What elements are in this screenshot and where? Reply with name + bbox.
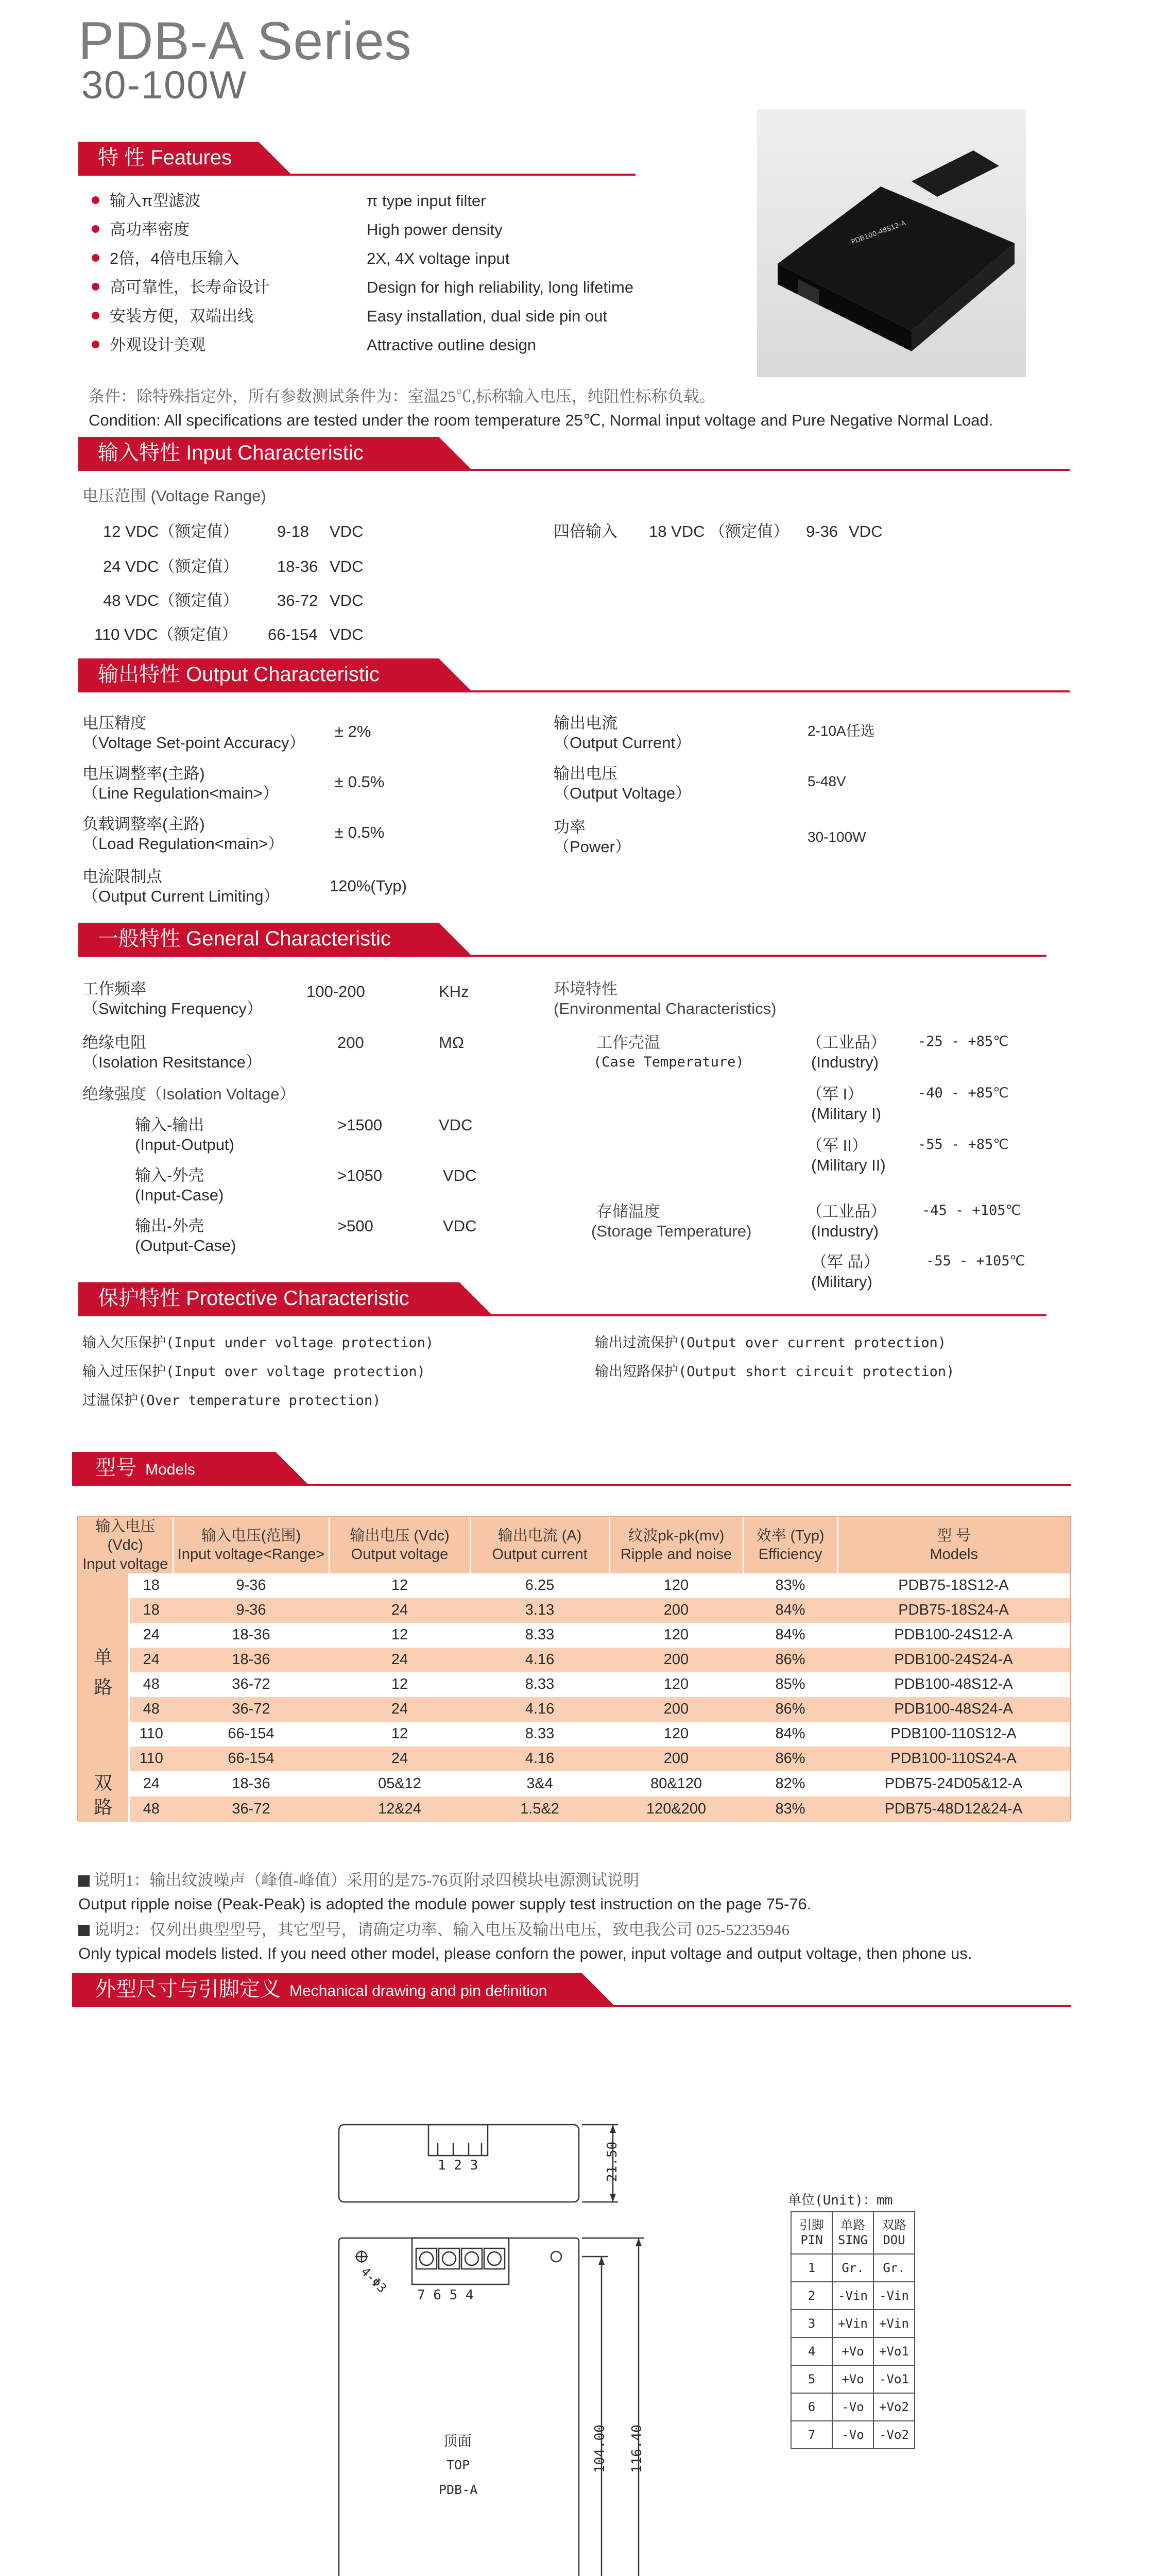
page-subtitle: 30-100W — [81, 63, 248, 107]
isolation-v-unit: VDC — [439, 1116, 473, 1134]
storage-temp-en: (Storage Temperature) — [591, 1222, 752, 1240]
protective-item: 输出短路保护(Output short circuit protection) — [595, 1364, 955, 1380]
note1-en: Output ripple noise (Peak-Peak) is adopted the module power supply test instruction on the page 75-76. — [78, 1895, 812, 1913]
top-face-label: TOP — [447, 2458, 470, 2472]
hole-label: 4-Φ3 — [358, 2264, 389, 2296]
dim-104-label: 104.00 — [592, 2425, 608, 2473]
table-row: 48 36-72 12&24 1.5&2 120&200 83% PDB75-48D12&24-A — [78, 1797, 1070, 1822]
voltage-range-label: 电压范围 (Voltage Range) — [82, 487, 266, 505]
unit-label: 单位(Unit)：mm — [788, 2193, 893, 2208]
protective-item: 输出过流保护(Output over current protection) — [595, 1335, 947, 1351]
table-row: 18 9-36 24 3.13 200 84% PDB75-18S24-A — [78, 1598, 1070, 1623]
spec-value: 5-48V — [808, 773, 846, 789]
spec-cn: 功率 — [554, 818, 586, 836]
module-marking: PDB100-48S12-A — [850, 219, 907, 246]
features-heading: 特 性 Features — [78, 142, 259, 174]
feature-en: π type input filter — [367, 192, 486, 210]
feature-en: High power density — [367, 221, 503, 239]
feature-en: Easy installation, dual side pin out — [367, 307, 608, 325]
input-nominal: 24 VDC（额定值） — [103, 557, 239, 575]
pin-row: 6 -Vo +Vo2 — [791, 2393, 915, 2421]
top-face-cn: 顶面 — [443, 2433, 472, 2449]
isolation-v-en: (Output-Case) — [135, 1236, 236, 1255]
condition-cn: 条件：除特殊指定外，所有参数测试条件为：室温25℃,标称输入电压，纯阻性标称负载。 — [89, 387, 715, 405]
pin-row: 2 -Vin -Vin — [791, 2282, 915, 2310]
case-temp-en: (Case Temperature) — [593, 1054, 744, 1070]
group-dual: 双路 — [78, 1771, 129, 1822]
env-cn: 环境特性 — [554, 980, 617, 998]
case-row-cn: （军 II） — [806, 1137, 868, 1155]
input-heading: 输入特性 Input Characteristic — [78, 437, 439, 469]
isolation-v-unit: VDC — [443, 1166, 477, 1184]
input-range: 36-72 — [277, 591, 318, 609]
isolation-v-unit: VDC — [443, 1217, 477, 1235]
input-range: 66-154 — [268, 625, 318, 643]
env-en: (Environmental Characteristics) — [554, 999, 777, 1018]
spec-value: 120%(Typ) — [330, 877, 407, 895]
table-row: 24 18-36 12 8.33 120 84% PDB100-24S12-A — [78, 1623, 1070, 1648]
protective-item: 输入过压保护(Input over voltage protection) — [82, 1364, 425, 1380]
pin-row: 7 -Vo -Vo2 — [791, 2421, 915, 2449]
feature-en: 2X, 4X voltage input — [367, 249, 510, 267]
storage-temp-cn: 存储温度 — [596, 1202, 660, 1221]
case-temp-cn: 工作壳温 — [596, 1033, 660, 1052]
col-efficiency: 效率 (Typ) Efficiency — [743, 1517, 837, 1573]
storage-row-value: -55 - +105℃ — [926, 1253, 1025, 1269]
case-row-en: (Military II) — [811, 1156, 886, 1174]
isolation-r-unit: MΩ — [439, 1033, 464, 1052]
case-row-value: -25 - +85℃ — [918, 1033, 1009, 1049]
spec-cn: 输出电流 — [554, 714, 617, 732]
spec-en: （Output Voltage） — [554, 784, 692, 802]
case-row-en: (Industry) — [811, 1053, 879, 1071]
protective-item: 输入欠压保护(Input under voltage protection) — [82, 1335, 434, 1351]
isolation-v-en: (Input-Case) — [135, 1186, 224, 1204]
isolation-v-cn: 输出-外壳 — [135, 1217, 204, 1235]
table-row: 48 36-72 12 8.33 120 85% PDB100-48S12-A — [78, 1672, 1070, 1697]
quad-nominal: 18 VDC （额定值） — [649, 522, 789, 540]
input-unit: VDC — [330, 557, 364, 575]
table-row: 单路 18 9-36 12 6.25 120 83% PDB75-18S12-A — [78, 1573, 1070, 1598]
feature-cn: 输入π型滤波 — [110, 192, 201, 210]
page-title: PDB-A Series — [78, 11, 412, 71]
pin-row: 4 +Vo +Vo1 — [791, 2337, 915, 2365]
isolation-v-cn: 输入-输出 — [135, 1116, 204, 1134]
switching-en: （Switching Frequency） — [82, 999, 263, 1018]
isolation-r-en: （Isolation Resitstance） — [82, 1053, 262, 1071]
storage-row-value: -45 - +105℃ — [922, 1202, 1021, 1218]
isolation-v-value: >500 — [337, 1217, 373, 1235]
note2-cn: 说明2：仅列出典型型号，其它型号，请确定功率、输入电压及输出电压，致电我公司 025-52235946 — [94, 1921, 790, 1939]
case-row-value: -55 - +85℃ — [918, 1137, 1009, 1153]
storage-row-cn: （工业品） — [806, 1202, 886, 1221]
switching-unit: KHz — [439, 982, 469, 1001]
quad-unit: VDC — [849, 522, 883, 540]
output-heading: 输出特性 Output Characteristic — [78, 658, 439, 690]
isolation-r-cn: 绝缘电阻 — [82, 1033, 146, 1052]
isolation-r-value: 200 — [337, 1033, 364, 1052]
feature-en: Design for high reliability, long lifetime — [367, 278, 634, 296]
spec-en: （Voltage Set-point Accuracy） — [82, 734, 305, 752]
quad-input-label: 四倍输入 — [554, 522, 617, 540]
pin-row: 5 +Vo -Vo1 — [791, 2365, 915, 2393]
top-connector — [412, 2238, 509, 2284]
input-unit: VDC — [330, 625, 364, 643]
table-row: 双路 24 18-36 05&12 3&4 80&120 82% PDB75-24D05&12-A — [78, 1771, 1070, 1797]
input-unit: VDC — [330, 522, 364, 540]
table-row: 110 66-154 24 4.16 200 86% PDB100-110S24-A — [78, 1747, 1070, 1771]
case-row-cn: （工业品） — [806, 1033, 886, 1052]
table-row: 110 66-154 12 8.33 120 84% PDB100-110S12-A — [78, 1722, 1070, 1747]
table-row: 48 36-72 24 4.16 200 86% PDB100-48S24-A — [78, 1697, 1070, 1722]
spec-en: （Load Regulation<main>） — [82, 835, 284, 853]
storage-row-en: (Industry) — [811, 1222, 879, 1240]
switching-value: 100-200 — [306, 982, 365, 1001]
col-output-current: 输出电流 (A) Output current — [470, 1517, 609, 1573]
isolation-v-label: 绝缘强度（Isolation Voltage） — [82, 1085, 296, 1103]
feature-cn: 高可靠性，长寿命设计 — [110, 278, 269, 296]
dim-height-label: 21.50 — [605, 2141, 620, 2182]
mount-hole — [551, 2251, 561, 2262]
top-pin-labels: 7 6 5 4 — [417, 2287, 474, 2303]
col-ripple: 纹波pk-pk(mv) Ripple and noise — [609, 1517, 743, 1573]
spec-en: （Power） — [554, 838, 631, 856]
storage-row-cn: （军 品） — [811, 1253, 880, 1271]
input-unit: VDC — [330, 591, 364, 609]
mechanical-heading-cn: 外型尺寸与引脚定义 — [95, 1978, 281, 2001]
note1-cn: 说明1：输出纹波噪声（峰值-峰值）采用的是75-76页附录四模块电源测试说明 — [94, 1871, 640, 1889]
spec-en: （Line Regulation<main>） — [82, 784, 279, 802]
models-heading-en: Models — [145, 1461, 195, 1478]
isolation-v-en: (Input-Output) — [135, 1136, 234, 1154]
case-row-cn: （军 I） — [806, 1085, 864, 1103]
feature-en: Attractive outline design — [367, 336, 537, 354]
pin-row: 3 +Vin +Vin — [791, 2310, 915, 2337]
spec-cn: 负载调整率(主路) — [82, 815, 205, 833]
spec-en: （Output Current） — [554, 734, 692, 752]
isolation-v-value: >1500 — [337, 1116, 383, 1134]
spec-en: （Output Current Limiting） — [82, 887, 280, 905]
protective-heading: 保护特性 Protective Characteristic — [78, 1282, 459, 1314]
feature-cn: 2倍，4倍电压输入 — [110, 249, 239, 267]
spec-cn: 电流限制点 — [82, 868, 162, 886]
spec-value: ± 2% — [335, 722, 371, 740]
feature-cn: 外观设计美观 — [110, 336, 205, 354]
protective-item: 过温保护(Over temperature protection) — [82, 1393, 381, 1409]
input-range: 18-36 — [277, 557, 318, 575]
pin-table — [791, 2211, 915, 2449]
pin-row: 1 Gr. Gr. — [791, 2254, 915, 2282]
col-input-voltage: 输入电压(Vdc) Input voltage — [78, 1517, 173, 1573]
input-range: 9-18 — [277, 522, 310, 540]
condition-en: Condition: All specifications are tested under the room temperature 25℃, Normal input voltage and Pure Negative Normal Load. — [89, 411, 993, 429]
case-row-value: -40 - +85℃ — [918, 1085, 1009, 1101]
feature-cn: 安装方便，双端出线 — [110, 307, 253, 325]
switching-cn: 工作频率 — [82, 980, 146, 998]
models-heading-cn: 型号 — [95, 1456, 136, 1479]
top-face-model: PDB-A — [439, 2482, 478, 2497]
spec-cn: 电压精度 — [82, 714, 146, 732]
col-input-range: 输入电压(范围) Input voltage<Range> — [173, 1517, 329, 1573]
input-nominal: 48 VDC（额定值） — [103, 591, 239, 609]
spec-cn: 输出电压 — [554, 765, 617, 783]
spec-value: 30-100W — [808, 829, 866, 845]
isolation-v-value: >1050 — [337, 1166, 383, 1184]
isolation-v-cn: 输入-外壳 — [135, 1166, 204, 1184]
table-row: 24 18-36 24 4.16 200 86% PDB100-24S24-A — [78, 1648, 1070, 1672]
col-model: 型 号 Models — [837, 1517, 1070, 1573]
group-single: 单路 — [78, 1573, 129, 1771]
mechanical-heading-en: Mechanical drawing and pin definition — [289, 1982, 547, 1999]
spec-cn: 电压调整率(主路) — [82, 765, 205, 783]
side-pin-labels: 1 2 3 — [438, 2158, 478, 2173]
input-nominal: 12 VDC（额定值） — [103, 522, 239, 540]
spec-value: ± 0.5% — [335, 773, 385, 791]
storage-row-en: (Military) — [811, 1273, 872, 1291]
input-nominal: 110 VDC（额定值） — [94, 625, 238, 643]
general-heading: 一般特性 General Characteristic — [78, 923, 439, 955]
dim-116-label: 116.40 — [629, 2425, 645, 2473]
pin-table-header: 引脚 PIN 单路 SING 双路 DOU — [791, 2212, 915, 2254]
spec-value: 2-10A任选 — [808, 723, 875, 739]
col-output-voltage: 输出电压 (Vdc) Output voltage — [329, 1517, 470, 1573]
feature-cn: 高功率密度 — [110, 221, 190, 239]
case-row-en: (Military I) — [811, 1105, 882, 1123]
quad-range: 9-36 — [806, 522, 838, 540]
spec-value: ± 0.5% — [335, 823, 385, 841]
note2-en: Only typical models listed. If you need other model, please conforn the power, input voltage and output voltage, then phone us. — [78, 1944, 972, 1962]
